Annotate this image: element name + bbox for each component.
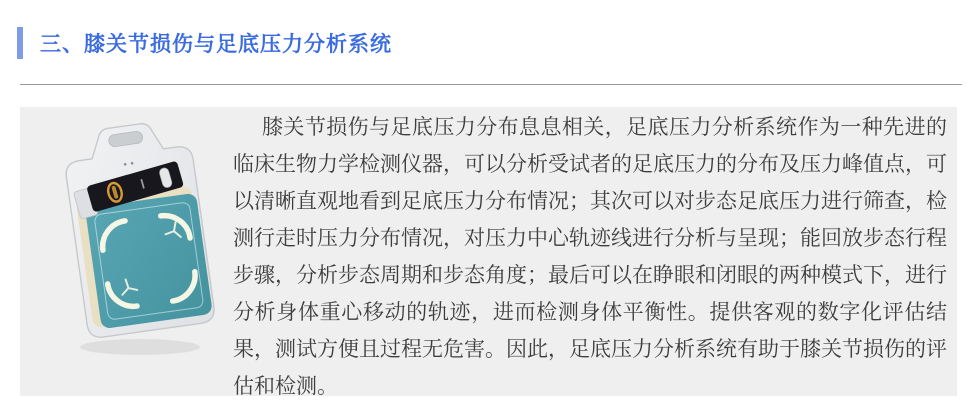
pressure-surface <box>85 193 213 329</box>
device-shadow <box>80 339 200 355</box>
section-accent-bar <box>17 27 23 59</box>
section-divider <box>20 84 962 85</box>
device-photo <box>38 119 244 365</box>
article-paragraph: 膝关节损伤与足底压力分布息息相关，足底压力分析系统作为一种先进的临床生物力学检测仪器，可以分析受试者的足底压力的分布及压力峰值点，可以清晰直观地看到足底压力分布情况；其次可以对步态足底压力进行筛查，检测行走时压力分布情况，对压力中心轨迹线进行分析与呈现；能回放步态行程步骤，分析步态周期和步态角度；最后可以在睁眼和闭眼的两种模式下，进行分析身体重心移动的轨迹，进而检测身体平衡性。提供客观的数字化评估结果，测试方便且过程无危害。因此，足底压力分析系统有助于膝关节损伤的评估和检测。 <box>233 116 947 398</box>
content-panel <box>20 107 957 396</box>
section-title: 三、膝关节损伤与足底压力分析系统 <box>40 33 392 56</box>
plantar-pressure-plate-icon <box>38 119 244 365</box>
